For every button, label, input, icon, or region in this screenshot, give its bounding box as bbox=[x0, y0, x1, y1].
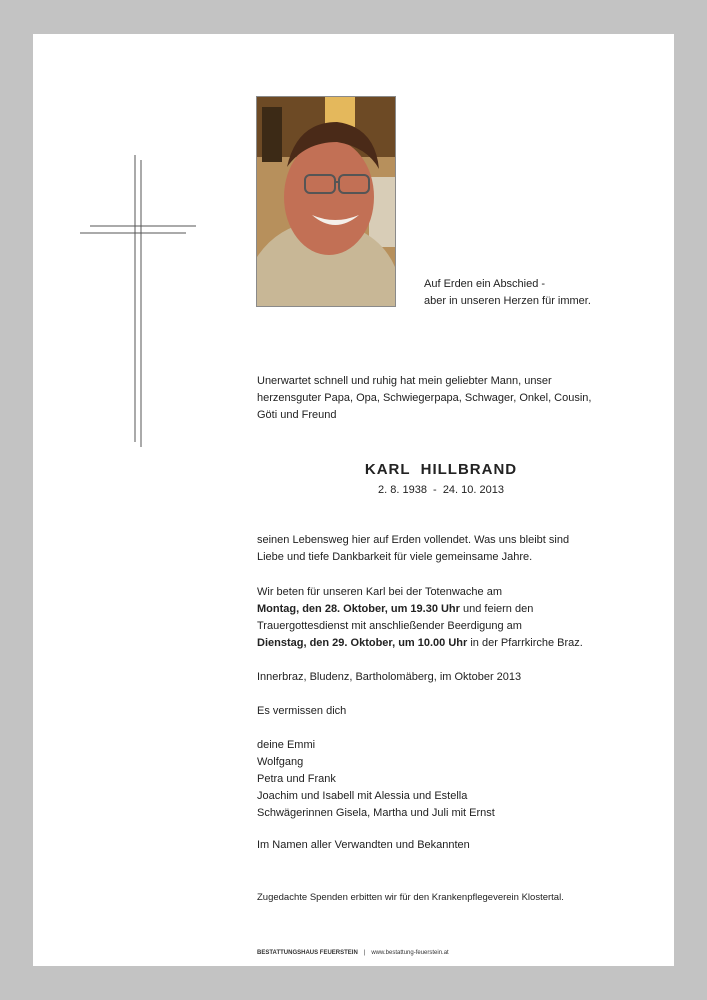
family-member: Joachim und Isabell mit Alessia und Estella bbox=[257, 790, 468, 802]
funeral-date: Dienstag, den 29. Oktober, um 10.00 Uhr bbox=[257, 637, 468, 649]
life-path-paragraph bbox=[257, 532, 607, 566]
funeral-home-url[interactable]: www.bestattung-feuerstein.at bbox=[371, 950, 449, 956]
place-date: Innerbraz, Bludenz, Bartholomäberg, im Oktober 2013 bbox=[257, 671, 522, 683]
donation-note: Zugedachte Spenden erbitten wir für den Krankenpflegeverein Klostertal. bbox=[257, 892, 564, 903]
service-line bbox=[257, 635, 617, 652]
deceased-name: KARL HILLBRAND bbox=[364, 461, 518, 478]
family-member: Petra und Frank bbox=[257, 773, 336, 785]
service-line: Trauergottesdienst mit anschließender Beerdigung am bbox=[257, 620, 522, 632]
path-line: Liebe und tiefe Dankbarkeit für viele gemeinsame Jahre. bbox=[257, 551, 533, 563]
intro-line: Unerwartet schnell und ruhig hat mein geliebter Mann, unser bbox=[257, 375, 552, 387]
intro-line: Göti und Freund bbox=[257, 409, 337, 421]
on-behalf-line: Im Namen aller Verwandten und Bekannten bbox=[257, 839, 470, 851]
family-member: Schwägerinnen Gisela, Martha und Juli mit Ernst bbox=[257, 807, 495, 819]
portrait-photo bbox=[256, 96, 396, 307]
quote-line: Auf Erden ein Abschied - bbox=[424, 278, 546, 290]
family-member: Wolfgang bbox=[257, 756, 304, 768]
life-dates: 2. 8. 1938 - 24. 10. 2013 bbox=[378, 484, 504, 496]
mourners-intro: Es vermissen dich bbox=[257, 705, 347, 717]
funeral-home-name: BESTATTUNGSHAUS FEUERSTEIN bbox=[257, 950, 358, 956]
family-list bbox=[257, 737, 495, 822]
service-text: und feiern den bbox=[459, 603, 534, 615]
family-member: deine Emmi bbox=[257, 739, 316, 751]
footer bbox=[257, 950, 449, 956]
intro-line: herzensguter Papa, Opa, Schwiegerpapa, Schwager, Onkel, Cousin, bbox=[257, 392, 592, 404]
service-text: in der Pfarrkirche Braz. bbox=[467, 637, 583, 649]
service-paragraph bbox=[257, 584, 617, 652]
quote bbox=[424, 276, 591, 310]
footer-separator: | bbox=[363, 950, 366, 956]
service-line: Wir beten für unseren Karl bei der Totenwache am bbox=[257, 586, 502, 598]
intro-paragraph bbox=[257, 373, 607, 424]
path-line: seinen Lebensweg hier auf Erden vollendet. Was uns bleibt sind bbox=[257, 534, 570, 546]
service-line bbox=[257, 601, 617, 618]
wake-date: Montag, den 28. Oktober, um 19.30 Uhr bbox=[257, 603, 460, 615]
quote-line: aber in unseren Herzen für immer. bbox=[424, 295, 591, 307]
cross-icon bbox=[80, 155, 196, 447]
